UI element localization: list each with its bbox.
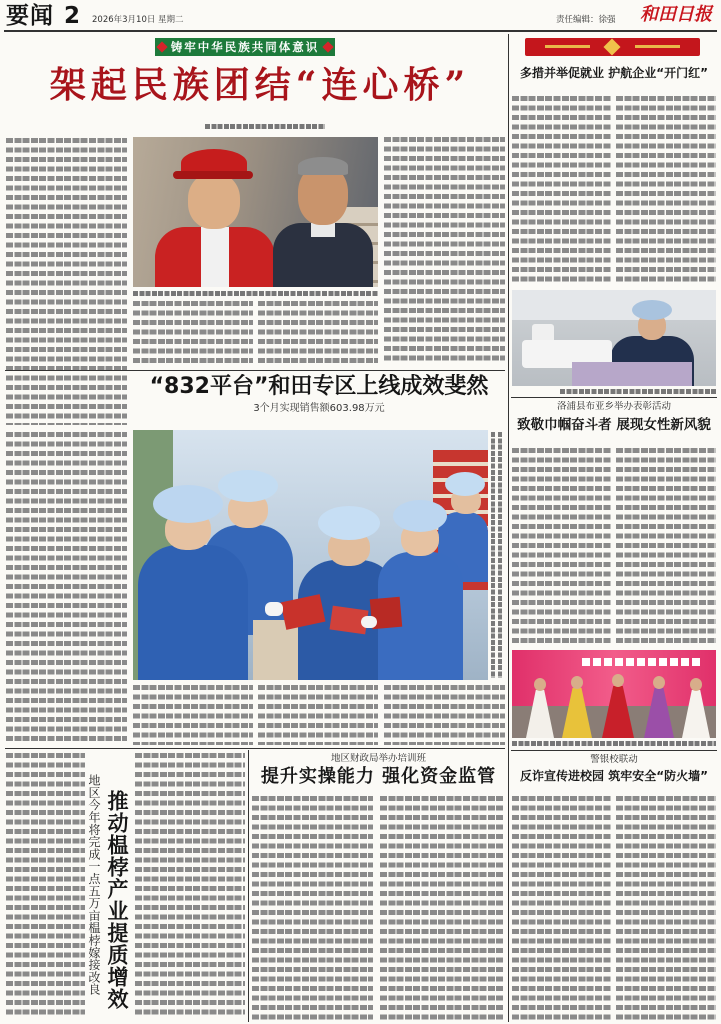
section-title: 要闻 xyxy=(6,3,54,29)
finance-body-column-2 xyxy=(380,796,504,1020)
photo-person-right-hair xyxy=(298,157,348,175)
masthead-rule xyxy=(4,30,717,32)
photo-gloved-hand xyxy=(265,602,283,616)
story-divider xyxy=(511,397,717,398)
unity-body-column-2 xyxy=(133,301,253,364)
ribbon-knot-ornament xyxy=(604,39,621,56)
employment-photo xyxy=(512,290,716,386)
quince-headline: 推动榅桲产业提质增效 xyxy=(105,790,129,1010)
photo-dancer-head xyxy=(571,676,583,689)
unity-photo-caption xyxy=(133,291,378,296)
page-number: 2 xyxy=(64,3,81,29)
platform-body-column-3 xyxy=(258,685,378,745)
women-photo-caption xyxy=(512,741,716,746)
women-headline: 致敬巾帼奋斗者 展现女性新风貌 xyxy=(517,417,711,433)
photo-person-right-collar xyxy=(311,223,335,237)
unity-body-column-1 xyxy=(6,138,127,425)
photo-gloved-hand xyxy=(361,616,377,628)
employment-photo-caption xyxy=(560,389,716,394)
women-body-column-2 xyxy=(616,448,716,647)
platform-subhead: 3个月实现销售额603.98万元 xyxy=(253,403,385,414)
unity-headline: 架起民族团结“连心桥” xyxy=(49,64,471,106)
photo-dancer-head xyxy=(534,678,546,691)
theme-banner xyxy=(155,38,335,56)
photo-person-left-face xyxy=(188,173,240,229)
antifraud-body-column-2 xyxy=(616,796,716,1020)
photo-backdrop-lettering xyxy=(582,658,702,666)
story-divider-vertical xyxy=(248,750,249,1022)
platform-headline: “832平台”和田专区上线成效斐然 xyxy=(149,374,489,399)
photo-dancer-head xyxy=(653,676,665,689)
photo-fabric xyxy=(572,362,692,386)
unity-body-column-3 xyxy=(258,301,378,364)
photo-worker-1-cap xyxy=(218,470,278,502)
unity-photo xyxy=(133,137,378,287)
ribbon-ornament-right xyxy=(635,45,680,48)
finance-kicker: 地区财政局举办培训班 xyxy=(330,753,426,764)
quince-body-column-1 xyxy=(6,753,85,1019)
finance-body-column-1 xyxy=(252,796,373,1020)
editor-credit: 责任编辑：徐强 xyxy=(556,15,616,25)
platform-body-column-4 xyxy=(384,685,505,745)
antifraud-kicker: 警银校联动 xyxy=(590,754,638,765)
platform-photo-caption xyxy=(491,432,504,678)
photo-person-left-shirt xyxy=(201,227,229,287)
story-divider xyxy=(5,370,505,371)
ribbon-ornament-left xyxy=(545,45,590,48)
platform-photo xyxy=(133,430,488,680)
story-divider xyxy=(5,748,505,749)
issue-date: 2026年3月10日 星期二 xyxy=(92,15,184,25)
photo-worker-cap xyxy=(632,300,672,320)
story-divider xyxy=(511,750,717,751)
antifraud-headline: 反诈宣传进校园 筑牢安全“防火墙” xyxy=(520,769,708,783)
quince-subhead: 地区今年将完成一点五万亩榅桲嫁接改良 xyxy=(87,774,101,996)
platform-body-column-2 xyxy=(133,685,253,745)
masthead-logo: 和田日报 xyxy=(640,4,712,25)
photo-dancer-head xyxy=(612,674,624,687)
women-photo xyxy=(512,650,716,738)
employment-body-column-1 xyxy=(512,96,611,286)
quince-body-column-2 xyxy=(135,753,245,1019)
employment-headline: 多措并举促就业 护航企业“开门红” xyxy=(520,66,708,80)
photo-dancer-head xyxy=(690,678,702,691)
photo-worker-2-body xyxy=(138,545,248,680)
women-body-column-1 xyxy=(512,448,611,647)
platform-body-column-1 xyxy=(6,432,127,745)
column-divider xyxy=(508,34,509,1022)
photo-worker-3-cap xyxy=(318,506,380,540)
photo-worker-2-cap xyxy=(153,485,223,523)
photo-factory-wall xyxy=(512,290,716,320)
feature-ribbon xyxy=(525,38,700,56)
finance-headline: 提升实操能力 强化资金监管 xyxy=(260,766,497,787)
unity-byline xyxy=(205,124,325,129)
women-kicker: 洛浦县布亚乡举办表彰活动 xyxy=(556,401,671,412)
antifraud-body-column-1 xyxy=(512,796,611,1020)
employment-body-column-2 xyxy=(616,96,716,286)
photo-worker-back-cap xyxy=(445,472,485,496)
unity-body-column-4 xyxy=(384,137,505,365)
banner-label: 铸牢中华民族共同体意识 xyxy=(170,40,320,54)
photo-person-left-cap-brim xyxy=(173,171,253,179)
photo-worker-4-cap xyxy=(393,500,447,532)
